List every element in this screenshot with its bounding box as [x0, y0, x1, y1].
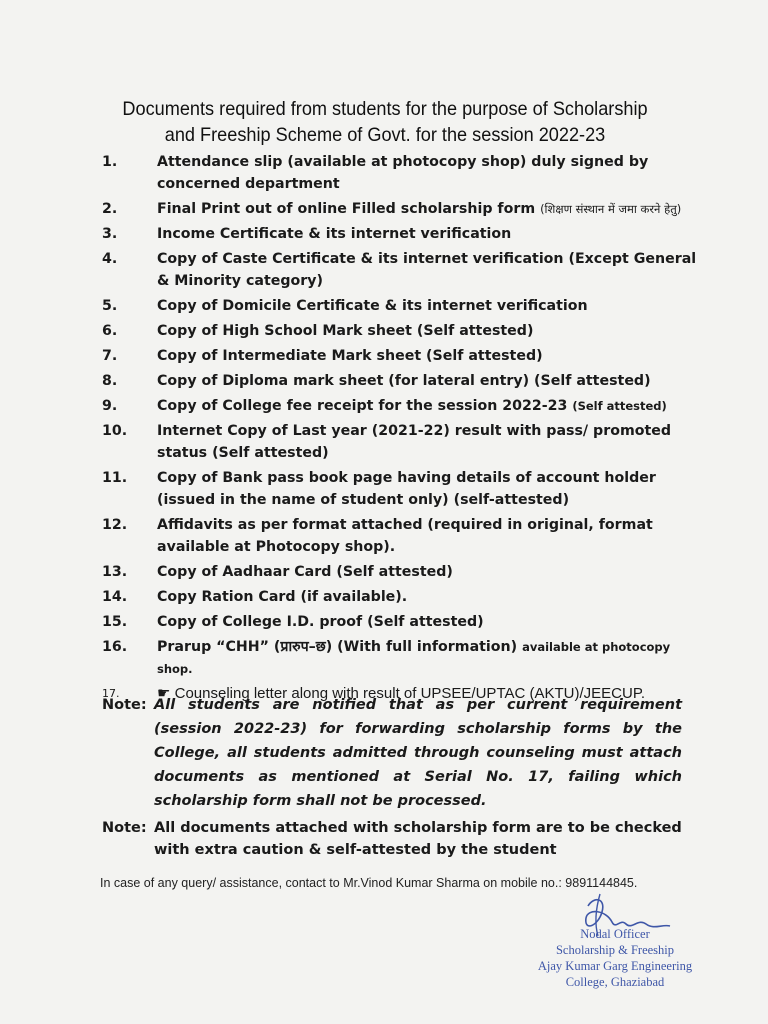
item-small-note: (Self attested) — [572, 399, 667, 413]
item-text: Copy of Bank pass book page having details of account holder (issued in the name of student only) (self-attested) — [157, 470, 656, 508]
list-item — [102, 395, 702, 417]
item-text: Copy of Intermediate Mark sheet (Self attested) — [157, 348, 543, 364]
list-item — [102, 636, 702, 680]
item-text: Copy of Domicile Certificate & its internet verification — [157, 298, 588, 314]
list-item — [102, 223, 702, 245]
item-number: 6. — [102, 323, 118, 339]
note-label: Note: — [102, 820, 147, 836]
item-number: 17. — [102, 687, 120, 700]
document-title — [83, 96, 688, 148]
item-text: ☛ Counseling letter along with result of UPSEE/UPTAC (AKTU)/JEECUP. — [157, 685, 646, 702]
item-hindi-note: (शिक्षण संस्थान में जमा करने हेतु) — [540, 202, 682, 216]
list-item — [102, 151, 702, 195]
item-number: 2. — [102, 201, 118, 217]
list-item — [102, 370, 702, 392]
item-number: 16. — [102, 639, 128, 655]
contact-line: In case of any query/ assistance, contact to Mr.Vinod Kumar Sharma on mobile no.: 9891144845. — [100, 876, 638, 890]
item-text: Copy of College I.D. proof (Self attested) — [157, 614, 484, 630]
item-text: Copy of High School Mark sheet (Self attested) — [157, 323, 534, 339]
item-number: 9. — [102, 398, 118, 414]
list-item — [102, 586, 702, 608]
note-text: All students are notified that as per current requirement (session 2022-23) for forwarding scholarship forms by the College, all students admitted through counseling must attach documents as mentioned at Serial No. 17, failing which scholarship form shall not be processed. — [154, 697, 682, 809]
item-text: Affidavits as per format attached (required in original, format available at Photocopy shop). — [157, 517, 653, 555]
item-number: 4. — [102, 251, 118, 267]
item-number: 13. — [102, 564, 128, 580]
item-text: Copy of Diploma mark sheet (for lateral entry) (Self attested) — [157, 373, 651, 389]
list-item — [102, 345, 702, 367]
item-number: 5. — [102, 298, 118, 314]
stamp-line-2: Scholarship & Freeship — [555, 943, 675, 957]
title-line-1: Documents required from students for the purpose of Scholarship — [122, 98, 648, 120]
note-label: Note: — [102, 697, 147, 713]
item-number: 3. — [102, 226, 118, 242]
stamp-line-4: College, Ghaziabad — [565, 975, 665, 989]
item-number: 1. — [102, 154, 118, 170]
list-item — [102, 467, 702, 511]
item-number: 12. — [102, 517, 128, 533]
title-line-2: and Freeship Scheme of Govt. for the session 2022-23 — [164, 124, 606, 146]
item-number: 15. — [102, 614, 128, 630]
item-number: 14. — [102, 589, 128, 605]
list-item — [102, 248, 702, 292]
item-text: Attendance slip (available at photocopy shop) duly signed by concerned department — [157, 154, 649, 192]
list-item — [102, 611, 702, 633]
documents-list — [102, 151, 702, 708]
item-number: 8. — [102, 373, 118, 389]
item-text: Copy of College fee receipt for the session 2022-23 — [157, 398, 568, 414]
note-counseling — [102, 693, 682, 813]
item-text: Copy of Aadhaar Card (Self attested) — [157, 564, 453, 580]
note-attestation — [102, 817, 682, 861]
list-item — [102, 561, 702, 583]
note-text: All documents attached with scholarship form are to be checked with extra caution & self-attested by the student — [154, 820, 682, 858]
list-item — [102, 198, 702, 220]
item-number: 10. — [102, 423, 128, 439]
item-text: Prarup “CHH” (प्रारुप–छ) (With full information) — [157, 639, 518, 655]
list-item — [102, 295, 702, 317]
official-stamp — [520, 926, 710, 990]
item-text: Final Print out of online Filled scholarship form — [157, 201, 536, 217]
list-item — [102, 514, 702, 558]
item-text: Internet Copy of Last year (2021-22) result with pass/ promoted status (Self attested) — [157, 423, 672, 461]
item-small-note: available at photocopy shop. — [157, 640, 671, 676]
stamp-line-3: Ajay Kumar Garg Engineering — [537, 959, 693, 973]
list-item — [102, 320, 702, 342]
item-text: Copy Ration Card (if available). — [157, 589, 408, 605]
stamp-line-1: Nodal Officer — [580, 927, 650, 941]
item-number: 7. — [102, 348, 118, 364]
item-number: 11. — [102, 470, 128, 486]
list-item — [102, 420, 702, 464]
item-text: Income Certificate & its internet verification — [157, 226, 512, 242]
item-text: Copy of Caste Certificate & its internet verification (Except General & Minority category) — [157, 251, 697, 289]
